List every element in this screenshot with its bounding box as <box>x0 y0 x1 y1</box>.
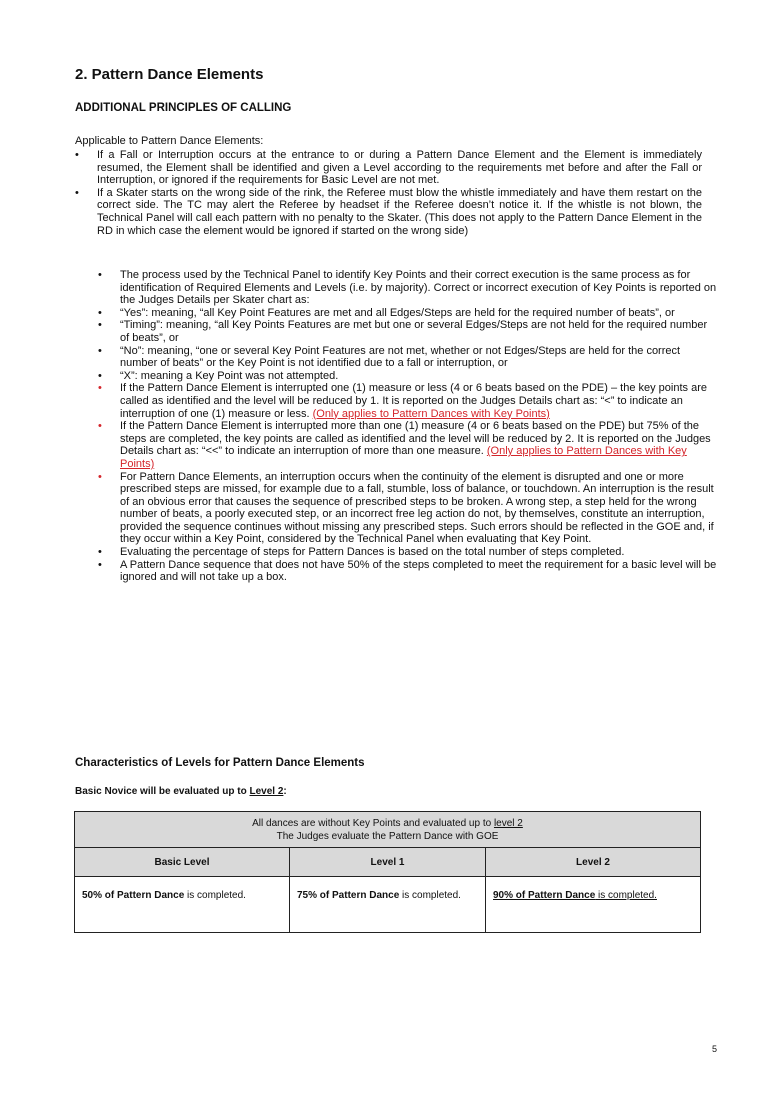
span-line-2: The Judges evaluate the Pattern Dance with GOE <box>276 831 499 842</box>
span-line-1-level: level 2 <box>493 818 523 829</box>
level-2-cell <box>486 877 701 933</box>
levels-table <box>74 811 701 933</box>
list-item <box>98 319 718 344</box>
basic-level-rest: is completed. <box>184 890 246 901</box>
item-text: “No”: meaning, “one or several Key Point Features are not met, whether or not Edges/Steps are held for the correct number of beats” or the Key Point is not identified due to a fall or interruption, or <box>120 344 681 370</box>
levels-heading: Characteristics of Levels for Pattern Dance Elements <box>75 757 365 769</box>
table-row <box>75 812 701 848</box>
level-2-bold: 90% of Pattern Dance <box>493 890 596 901</box>
list-item <box>98 382 718 420</box>
item-text: For Pattern Dance Elements, an interruption occurs when the continuity of the element is disrupted and one or more prescribed steps are missed, for example due to a fall, stumble, loss of balance, or touchdown. An interruption is the result of an obvious error that causes the sequence of prescribed steps to be broken. A wrong step, a step held for the wrong number of beats, a poorly executed step, or an incorrect free leg action do not, by themselves, constitute an interruption, provided the sequence continues without missing any prescribed steps. Such errors should be reflected in the GOE and, if they occur within a Key Point, considered by the Technical Panel when evaluating that Key Point. <box>120 470 714 546</box>
key-points-note-link[interactable]: (Only applies to Pattern Dances with Key Points) <box>120 445 687 470</box>
column-header: Level 2 <box>486 848 701 877</box>
list-item <box>98 559 718 584</box>
list-item <box>98 420 718 470</box>
key-points-note-link[interactable]: (Only applies to Pattern Dances with Key Points) <box>312 407 550 420</box>
list-item <box>98 370 718 383</box>
item-text: If the Pattern Dance Element is interrupted one (1) measure or less (4 or 6 beats based on the PDE) – the key points are called as identified and the level will be reduced by 1. It is reported on the Judges Details chart as: “<” to indicate an interruption of one (1) measure or less. <box>120 382 707 420</box>
item-text: “Timing”: meaning, “all Key Points Features are met but one or several Edges/Steps are not held for the required number of beats”, or <box>120 319 708 344</box>
novice-note-suffix: : <box>283 786 287 797</box>
principles-heading: ADDITIONAL PRINCIPLES OF CALLING <box>75 102 292 114</box>
item-text: A Pattern Dance sequence that does not have 50% of the steps completed to meet the requirement for a basic level will be ignored and will not take up a box. <box>120 558 717 584</box>
item-text: “X”: meaning a Key Point was not attempted. <box>120 369 339 382</box>
novice-note <box>75 786 287 797</box>
section-title: 2. Pattern Dance Elements <box>75 66 264 83</box>
page-number: 5 <box>712 1044 718 1054</box>
span-line-1-prefix: All dances are without Key Points and evaluated up to <box>252 818 494 829</box>
table-row <box>75 848 701 877</box>
column-header: Level 1 <box>290 848 486 877</box>
item-text: If the Pattern Dance Element is interrupted more than one (1) measure (4 or 6 beats based on the PDE) but 75% of the steps are completed, the key points are called as identified and the level will be reduced by 2. It is reported on the Judges Details chart as: “<<” to indicate an interruption of more than one measure. <box>120 420 711 458</box>
level-1-cell <box>290 877 486 933</box>
level-1-rest: is completed. <box>399 890 461 901</box>
list-item <box>98 269 718 307</box>
table-span-header <box>75 812 701 848</box>
list-item <box>98 345 718 370</box>
item-text: Evaluating the percentage of steps for Pattern Dances is based on the total number of steps completed. <box>120 546 625 559</box>
basic-level-bold: 50% of Pattern Dance <box>82 890 185 901</box>
list-item <box>98 546 718 559</box>
level-2-rest: is completed. <box>595 890 657 901</box>
list-item <box>98 471 718 547</box>
list-item: • If a Skater starts on the wrong side of the rink, the Referee must blow the whistle immediately and have them restart on the correct side. The TC may alert the Referee by headset if the Referee doesn’t notice it. If the whistle is not blown, the Technical Panel will call each pattern with no penalty to the Skater. (This does not apply to the Pattern Dance Element in the RD in which case the element would be ignored if started on the wrong side) <box>75 187 702 237</box>
principles-list <box>75 149 702 237</box>
table-row <box>75 877 701 933</box>
item-text: “Yes”: meaning, “all Key Point Features are met and all Edges/Steps are held for the required number of beats”, or <box>120 306 675 319</box>
novice-note-prefix: Basic Novice will be evaluated up to <box>75 786 250 797</box>
list-item <box>98 307 718 320</box>
novice-note-level: Level 2 <box>249 786 284 797</box>
level-1-bold: 75% of Pattern Dance <box>297 890 400 901</box>
key-points-list <box>98 269 718 584</box>
list-item: • If a Fall or Interruption occurs at the entrance to or during a Pattern Dance Element and the Element is immediately resumed, the Element shall be identified and given a Level according to the requirements met before and after the Fall or Interruption, or ignored if the requirements for Basic Level are not met. <box>75 149 702 187</box>
column-header: Basic Level <box>75 848 290 877</box>
intro-text: Applicable to Pattern Dance Elements: <box>75 135 264 147</box>
basic-level-cell <box>75 877 290 933</box>
item-text: The process used by the Technical Panel to identify Key Points and their correct execution is the same process as for identification of Required Elements and Levels (i.e. by majority). Correct or incorrect execution of Key Points is reported on the Judges Details per Skater chart as: <box>120 269 717 307</box>
